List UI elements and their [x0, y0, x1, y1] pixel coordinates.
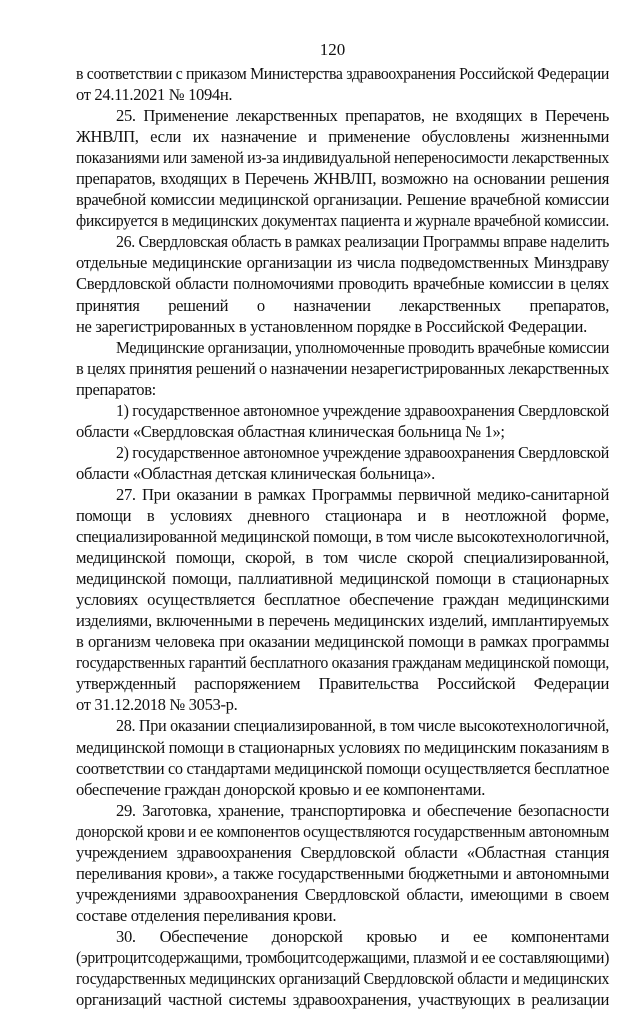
text-line: Свердловской области полномочиями проводить врачебные комиссии в целях: [76, 274, 609, 294]
text-line: составе отделения переливания крови.: [76, 905, 337, 925]
page-number: 120: [319, 40, 346, 59]
paragraph-cont: [76, 63, 609, 105]
text-line: от 24.11.2021 № 1094н.: [76, 85, 233, 105]
paragraph-p26-1: [76, 400, 609, 442]
text-line: медицинской помощи, скорой, в том числе скорой специализированной,: [76, 548, 609, 568]
text-line: в организм человека при оказании медицинской помощи в рамках программы: [76, 632, 609, 652]
text-line: государственных медицинских организаций Свердловской области и медицинских: [76, 969, 609, 989]
paragraph-p25: [76, 105, 609, 231]
text-line: в соответствии с приказом Министерства здравоохранения Российской Федерации: [76, 64, 609, 83]
text-line: учреждениями здравоохранения Свердловской области, имеющими в своем: [76, 884, 609, 904]
text-line: не зарегистрированных в установленном порядке в Российской Федерации.: [76, 316, 587, 336]
text-line: 28. При оказании специализированной, в том числе высокотехнологичной,: [115, 716, 609, 736]
text-line: показаниями или заменой из-за индивидуальной непереносимости лекарственных: [76, 148, 609, 168]
text-line: соответствии со стандартами медицинской помощи осуществляется бесплатное: [76, 758, 609, 778]
text-line: фиксируется в медицинских документах пациента и журнале врачебной комиссии.: [76, 211, 609, 231]
text-line: (эритроцитсодержащими, тромбоцитсодержащими, плазмой и ее составляющими): [76, 947, 609, 967]
paragraph-p26: [76, 231, 609, 336]
text-line: 26. Свердловская область в рамках реализации Программы вправе наделить: [115, 232, 609, 252]
text-line: 29. Заготовка, хранение, транспортировка и обеспечение безопасности: [116, 800, 609, 820]
text-line: принятия решений о назначении лекарственных препаратов,: [76, 295, 609, 315]
text-line: области «Областная детская клиническая больница».: [76, 463, 435, 483]
text-line: 25. Применение лекарственных препаратов, не входящих в Перечень: [116, 106, 609, 126]
paragraph-p29: [76, 800, 609, 926]
text-line: ЖНВЛП, если их назначение и применение обусловлены жизненными: [76, 127, 609, 147]
text-line: условиях осуществляется бесплатное обеспечение граждан медицинскими: [76, 590, 609, 610]
text-line: врачебной комиссии медицинской организации. Решение врачебной комиссии: [76, 190, 609, 210]
text-line: 27. При оказании в рамках Программы первичной медико-санитарной: [116, 484, 609, 504]
text-line: Медицинские организации, уполномоченные проводить врачебные комиссии: [115, 337, 609, 357]
text-line: специализированной медицинской помощи, в том числе высокотехнологичной,: [76, 527, 609, 547]
text-line: от 31.12.2018 № 3053-р.: [76, 695, 238, 715]
paragraph-p28: [76, 715, 609, 799]
text-line: области «Свердловская областная клиническая больница № 1»;: [76, 421, 505, 441]
text-line: донорской крови и ее компонентов осуществляются государственным автономным: [76, 821, 609, 841]
text-line: организаций частной системы здравоохранения, участвующих в реализации: [76, 990, 609, 1010]
text-line: 1) государственное автономное учреждение здравоохранения Свердловской: [115, 400, 609, 420]
text-line: переливания крови», а также государственными бюджетными и автономными: [76, 863, 609, 883]
text-line: медицинской помощи в стационарных условиях по медицинским показаниям в: [76, 737, 609, 757]
text-line: утвержденный распоряжением Правительства Российской Федерации: [76, 674, 609, 694]
paragraph-p26-2: [76, 442, 609, 484]
text-line: помощи в условиях дневного стационара и в неотложной форме,: [76, 505, 609, 525]
document-body: [76, 63, 609, 1010]
text-line: 30. Обеспечение донорской кровью и ее компонентами: [116, 926, 609, 946]
paragraph-p27: [76, 484, 609, 716]
text-line: 2) государственное автономное учреждение здравоохранения Свердловской: [115, 442, 609, 462]
paragraph-p26b: [76, 337, 609, 400]
text-line: отдельные медицинские организации из числа подведомственных Минздраву: [76, 253, 609, 273]
text-line: государственных гарантий бесплатного оказания гражданам медицинской помощи,: [76, 653, 609, 673]
paragraph-p30: [76, 926, 609, 1010]
text-line: в целях принятия решений о назначении незарегистрированных лекарственных: [76, 358, 609, 378]
text-line: обеспечение граждан донорской кровью и ее компонентами.: [76, 779, 485, 799]
text-line: учреждением здравоохранения Свердловской области «Областная станция: [76, 842, 609, 862]
text-line: медицинской помощи, паллиативной медицинской помощи в стационарных: [76, 569, 609, 589]
text-line: изделиями, включенными в перечень медицинских изделий, имплантируемых: [76, 611, 609, 631]
text-line: препаратов, входящих в Перечень ЖНВЛП, возможно на основании решения: [76, 169, 609, 189]
text-line: препаратов:: [76, 379, 156, 399]
